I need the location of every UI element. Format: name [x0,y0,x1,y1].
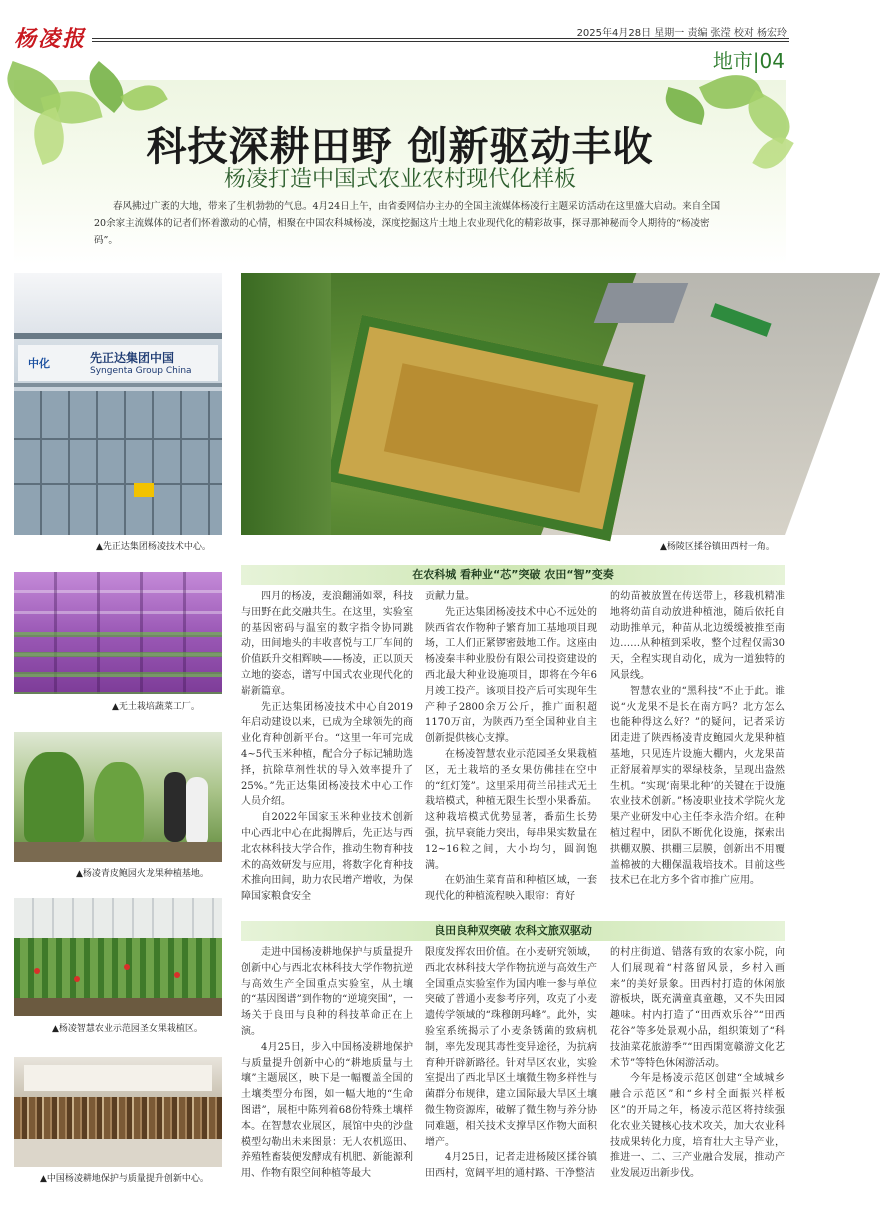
issue-date-line: 2025年4月28日 星期一 责编 张滢 校对 杨宏玲 [576,28,787,39]
paragraph: 4月25日，记者走进杨陵区揉谷镇田西村，宽阔平坦的通村路、干净整洁 [425,1152,597,1180]
caption-soilless: ▲无土栽培蔬菜工厂。 [112,702,200,712]
section1-column-2 [425,589,597,903]
photo-tomato-greenhouse [14,898,222,1016]
paragraph: 智慧农业的“黑科技”不止于此。谁说“火龙果不是长在南方吗？北方怎么也能种得这么好？”的疑问，记者采访团走进了陕西杨凌青皮鲍园火龙果种植基地，只见连片设施大棚内，火龙果苗正舒展着厚实的翠绿枝条，呈现出盎然生机。“实现‘南果北种’的关键在于设施农业技术创新。”杨凌职业技术学院火龙果产业研发中心主任李永浩介绍。在种植过程中，团队不断优化设施，探索出拱棚双膜、拱棚三层膜，创新出不用覆盖棉被的大棚保温栽培技术。目前这些技术已在北方多个省市推广应用。 [610,685,785,887]
caption-syngenta: ▲先正达集团杨凌技术中心。 [96,542,211,552]
section2-column-3 [610,945,785,1190]
section1-title-bar: 在农科城 看种业“芯”突破 农田“智”变奏 [241,565,785,585]
paragraph: 4月25日，步入中国杨凌耕地保护与质量提升创新中心的“耕地质量与土壤”主题展区，映下是一幅覆盖全国的土壤类型分布图，如一幅大地的“生命图谱”，展柜中陈列着68份特殊土壤样本。在智慧农业展区，展馆中央的沙盘模型勾勒出未来图景：无人农机巡田、养殖牲畜装便发酵成有机肥、新能源利用、作物有限空间种植等最大 [241,1041,413,1180]
paragraph: 先正达集团杨凌技术中心自2019年启动建设以来，已成为全球领先的商业化育种创新平台。“这里一年可完成4~5代玉米种植，配合分子标记辅助选择，抗除草剂性状的导入效率提升了25%。”先正达集团杨凌技术中心工作人员介绍。 [241,701,413,808]
section2-column-2 [425,945,597,1190]
sub-headline: 杨凌打造中国式农业农村现代化样板 [223,167,576,192]
caption-dragonfruit: ▲杨凌青皮鲍园火龙果种植基地。 [76,869,209,879]
caption-tomato: ▲杨凌智慧农业示范园圣女果栽植区。 [52,1024,203,1034]
paragraph: 四月的杨凌，麦浪翻涌如翠，科技与田野在此交融共生。在这里，实验室的基因密码与温室的数字指令协同跳动，田间地头的丰收喜悦与工厂车间的价值跃升交相辉映——杨凌，正以顶天立地的姿态，谱写中国式农业现代化的崭新篇章。 [241,591,413,697]
paragraph: 先正达集团杨凌技术中心不远处的陕西省农作物种子繁育加工基地项目现场，工人们正紧锣密鼓地工作。这座由杨凌秦丰种业股份有限公司投资建设的西北最大种业设施项目，即将在今年6月竣工投产。该项目投产后可实现年生产种子2800余万公斤，推广面积超1170万亩，为陕西乃至全国种业自主创新提供核心支撑。 [425,606,597,745]
lead-paragraph: 春风拂过广袤的大地，带来了生机勃勃的气息。4月24日上午，由省委网信办主办的全国主流媒体杨凌行主题采访活动在这里盛大启动。来自全国20余家主流媒体的记者们怀着激动的心情，相聚在中国农科城杨凌，深度挖掘这片土地上农业现代化的精彩故事，探寻那神秘而令人期待的“杨凌密码”。 [94,201,721,246]
sinochem-sign: 中化 [28,357,50,370]
section1-column-3 [610,589,785,894]
photo-soilless-factory [14,572,222,694]
paragraph: 在奶油生菜育苗和种植区域，一套现代化的种植流程映入眼帘：育好 [425,875,597,903]
photo-dragonfruit-base [14,732,222,862]
paragraph: 在杨凌智慧农业示范园圣女果栽植区，无土栽培的圣女果仿佛挂在空中的“红灯笼”。这里采用荷兰吊挂式无土栽培模式，种植无限生长型小果番茄。这种栽培模式优势显著，番茄生长势强，抗早衰能力突出，每串果实数量在12~16粒之间，大小均匀，圆润饱满。 [425,748,597,871]
photo-soil-exhibit [14,1057,222,1167]
header-rule-thin [92,41,789,42]
paragraph: 贡献力量。 [425,591,475,602]
caption-soil-exhibit: ▲中国杨凌耕地保护与质量提升创新中心。 [40,1174,209,1184]
photo-aerial-village [241,273,785,535]
paragraph: 自2022年国家玉米种业技术创新中心西北中心在此揭牌后，先正达与西北农林科技大学合作，推动生物育种技术的高效研发与应用，将数字化育种技术推向田间，助力农民增产增收，为保障国家粮食安全 [241,812,413,903]
paragraph: 今年是杨凌示范区创建“全域城乡融合示范区”和“乡村全面振兴样板区”的开局之年，杨凌示范区将持续强化农业关键核心技术攻关，加大农业科技成果转化力度，培育壮大主导产业，推进一、二、三产业融合发展，推动产业发展迈出新步伐。 [610,1073,785,1180]
newspaper-logo: 杨凌报 [14,26,87,52]
main-headline: 科技深耕田野 创新驱动丰收 [146,124,654,170]
paragraph: 限度发挥农田价值。在小麦研究领域，西北农林科技大学作物抗逆与高效生产全国重点实验室作为国内唯一参与单位突破了普通小麦参考序列，攻克了小麦遗传学领域的“珠穆朗玛峰”。此外，实验室系统揭示了小麦条锈菌的致病机制，率先发现其毒性变异途径，为抗病育种开辟新路径。针对旱区农业，实验室提出了西北旱区土壤微生物多样性与菌群分布规律，建立国际最大旱区土壤微生物资源库，破解了微生物与养分协同难题，相关技术支撑旱区作物大面积增产。 [425,947,597,1148]
syngenta-sign-en: Syngenta Group China [90,366,192,376]
section1-column-1 [241,589,413,903]
leaf-decoration-icon [120,77,168,120]
paragraph: 的幼苗被放置在传送带上，移栽机精准地将幼苗自动放进种植池，随后依托自动助推单元，种苗从北边缓缓被推至南边……从种植到采收，整个过程仅需30天，全程实现自动化，成为一道独特的风景线。 [610,591,785,681]
paragraph: 的村庄街道、错落有致的农家小院，向人们展现着“村落留风景，乡村入画来”的美好景象。田西村打造的休闲旅游板块，既充满童真童趣，又不失田园趣味。村内打造了“田西欢乐谷”“田西花谷”等多处景观小品，组织策划了“科技油菜花旅游季”“田西閑宽赣游文化艺术节”等特色休闲游活动。 [610,947,785,1069]
masthead [0,0,799,73]
section2-column-1 [241,945,413,1190]
section-page-tag: 地市|04 [712,49,785,73]
caption-aerial: ▲杨陵区揉谷镇田西村一角。 [660,542,775,552]
paragraph: 走进中国杨凌耕地保护与质量提升创新中心与西北农林科技大学作物抗逆与高效生产全国重点实验室，从土壤的“基因图谱”到作物的“逆境突围”，一场关于良田与良种的科技革命正在上演。 [241,947,413,1037]
section2-title-bar: 良田良种双突破 农科文旅双驱动 [241,921,785,941]
syngenta-sign: 先正达集团中国 [90,351,175,365]
photo-syngenta-center [14,273,222,535]
headline-banner [14,80,786,265]
